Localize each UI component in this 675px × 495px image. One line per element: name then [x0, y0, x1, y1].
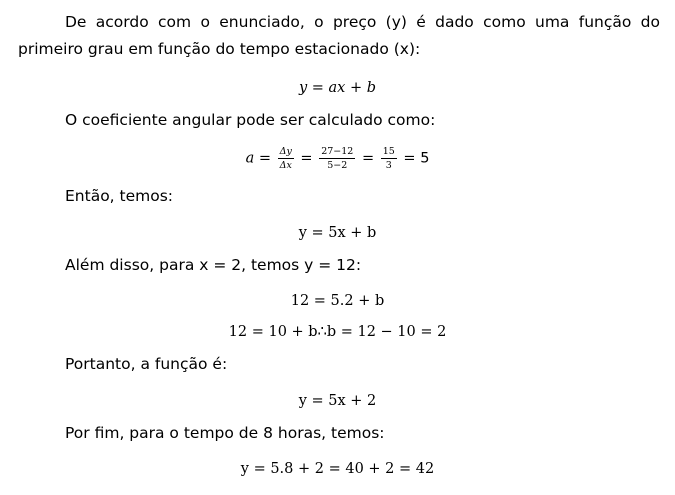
then-text: Então, temos:: [65, 187, 174, 205]
therefore-text: Portanto, a função é:: [65, 355, 228, 373]
fraction-values-num: 27−12: [321, 146, 354, 157]
fraction-simplified-den: 3: [385, 160, 392, 171]
fraction-values-den: 5−2: [327, 160, 348, 171]
eq-ax: ax: [328, 80, 346, 96]
eq-b: b: [366, 80, 377, 96]
fraction-delta-den: Δx: [279, 160, 292, 171]
slope-lhs: a: [245, 150, 255, 167]
equation-with-slope: y = 5x + b: [298, 225, 377, 241]
intro-paragraph: De acordo com o enunciado, o preço (y) é dado como uma função do primeiro grau em função do tempo estacionado (x):: [18, 13, 660, 58]
fraction-delta-num: Δy: [279, 146, 292, 157]
equation-substitution: 12 = 5.2 + b: [290, 293, 385, 309]
eq-lhs: y: [298, 80, 308, 96]
equation-solve-b: 12 = 10 + b∴b = 12 − 10 = 2: [228, 324, 447, 340]
fraction-values: [319, 146, 355, 171]
equation-final-function: y = 5x + 2: [298, 393, 377, 409]
condition-text: Além disso, para x = 2, temos y = 12:: [65, 256, 362, 274]
fraction-simplified-num: 15: [382, 146, 395, 157]
equation-linear-form: y = ax + b: [298, 80, 377, 96]
equation-result-8h: y = 5.8 + 2 = 40 + 2 = 42: [240, 461, 435, 477]
final-text: Por fim, para o tempo de 8 horas, temos:: [65, 424, 385, 442]
fraction-simplified: [381, 146, 397, 171]
slope-result: 5: [420, 150, 430, 167]
fraction-delta: [278, 146, 294, 171]
equation-slope: a = $\frac{\Delta y}{\Delta x}$ = $\frac{27-12}{5-2}$ = $\frac{15}{3}$ = 5: [245, 146, 430, 171]
slope-intro-text: O coeficiente angular pode ser calculado como:: [65, 111, 436, 129]
